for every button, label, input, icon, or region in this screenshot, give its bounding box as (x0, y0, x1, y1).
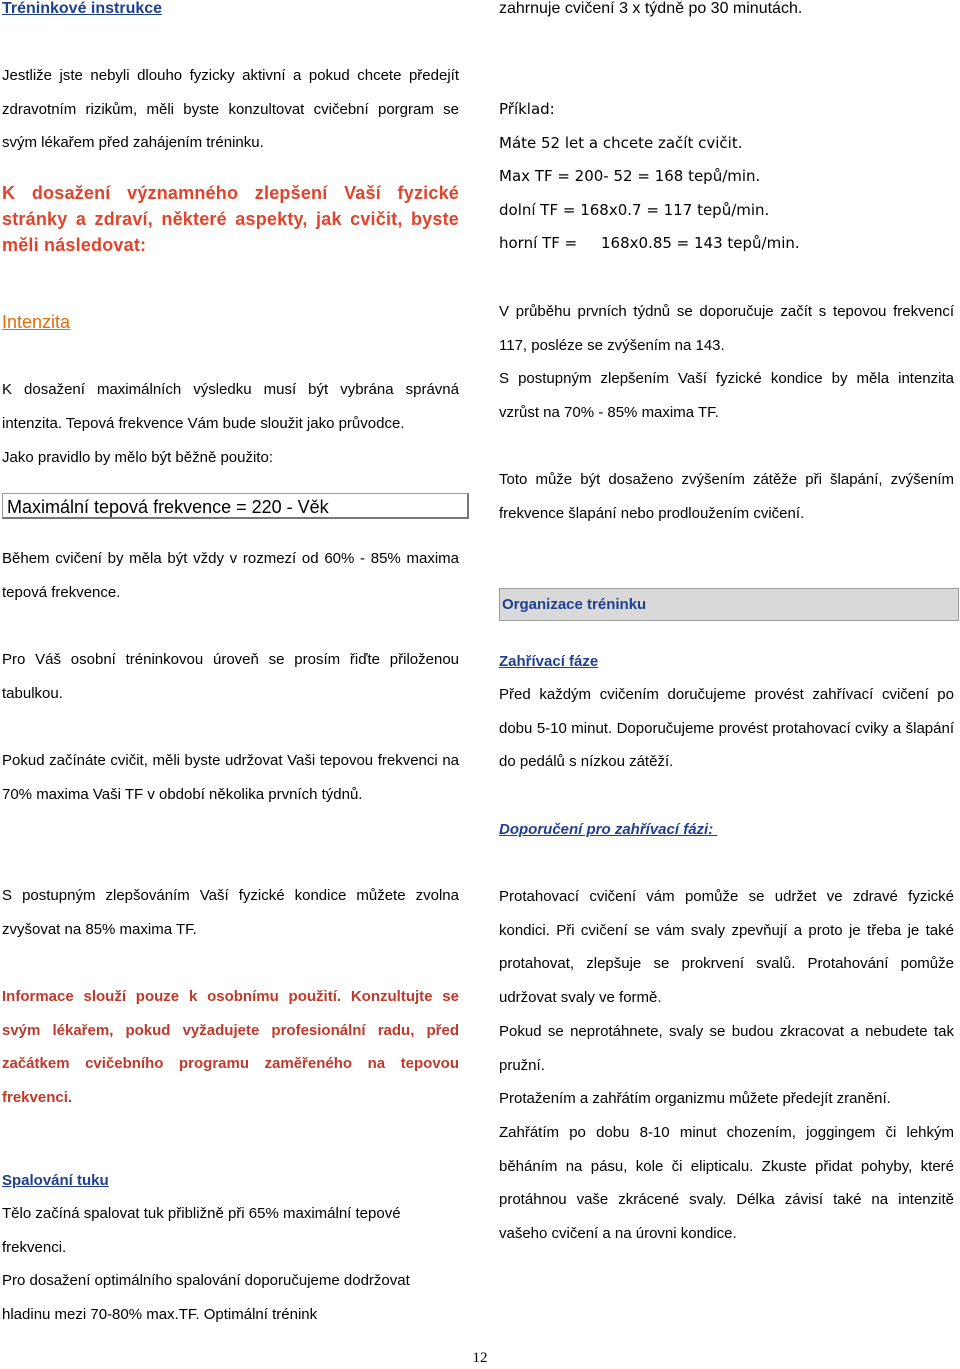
warmup-paragraph: Před každým cvičením doručujeme provést zahřívací cvičení po dobu 5-10 minut. Doporučujeme provést protahovací cviky a šlapání do pedálů s nízkou zátěží. (499, 686, 954, 771)
stretch-paragraph-2: Pokud se neprotáhnete, svaly se budou zkracovat a nebudete tak pružní. (499, 1023, 954, 1074)
stretch-paragraph-3: Protažením a zahřátím organizmu můžete předejít zranění. (499, 1090, 891, 1107)
warmup-recommendation-title: Doporučení pro zahřívací fázi: (499, 821, 718, 838)
page-title: Tréninkové instrukce (2, 0, 163, 17)
example-label: Příklad: (499, 100, 555, 118)
formula-box: Maximální tepová frekvence = 220 - Věk (2, 493, 469, 519)
example-age: Máte 52 let a chcete začít cvičit. (499, 134, 743, 152)
stretch-paragraph-1: Protahovací cvičení vám pomůže se udržet ve zdravé fyzické kondici. Při cvičení se vám svaly zpevňují a proto je třeba je také protahovat, zlepšuje se prokrvení svalů. Protahování pomůže udržovat svaly ve formě. (499, 888, 954, 1006)
fat-burning-paragraph-2: Pro dosažení optimálního spalování doporučujeme dodržovat hladinu mezi 70-80% max.TF. Optimální trénink (2, 1272, 410, 1323)
load-paragraph: Toto může být dosaženo zvýšením zátěže při šlapání, zvýšením frekvence šlapání nebo prodloužením cvičení. (499, 471, 954, 522)
stretch-paragraph-4: Zahřátím po dobu 8-10 minut chozením, joggingem či lehkým běháním na pásu, kole či elipticalu. Zkuste přidat pohyby, které protáhnou vaše zkrácené svaly. Délka závisí také na intenzitě vašeho cvičení a na úrovni kondice. (499, 1124, 954, 1242)
example-lower-hr: dolní TF = 168x0.7 = 117 tepů/min. (499, 201, 770, 219)
fat-burning-title: Spalování tuku (2, 1172, 109, 1189)
example-upper-hr: horní TF = 168x0.85 = 143 tepů/min. (499, 234, 800, 252)
table-paragraph: Pro Váš osobní tréninkovou úroveň se prosím řiďte přiloženou tabulkou. (2, 651, 459, 702)
page-number: 12 (472, 1350, 488, 1366)
training-organization-box: Organizace tréninku (499, 588, 959, 621)
fat-burning-paragraph-1: Tělo začíná spalovat tuk přibližně při 65% maximální tepové frekvenci. (2, 1205, 401, 1256)
example-max-hr: Max TF = 200- 52 = 168 tepů/min. (499, 167, 761, 185)
warning-paragraph: Jestliže jste nebyli dlouho fyzicky aktivní a pokud chcete předejít zdravotním rizikům, měli byste konzultovat cvičební porgram se svým lékařem před zahájením tréninku. (2, 67, 459, 152)
improve-paragraph: S postupným zlepšováním Vaší fyzické kondice můžete zvolna zvyšovat na 85% maxima TF. (2, 887, 459, 938)
gradual-paragraph: S postupným zlepšením Vaší fyzické kondice by měla intenzita vzrůst na 70% - 85% maxima TF. (499, 370, 954, 421)
disclaimer-warning: Informace slouží pouze k osobnímu použití. Konzultujte se svým lékařem, pokud vyžadujete profesionální radu, před začátkem cvičebního programu zaměřeného na tepovou frekvenci. (2, 988, 459, 1106)
start-paragraph: Pokud začínáte cvičit, měli byste udržovat Vaši tepovou frekvenci na 70% maxima Vaši TF v období několika prvních týdnů. (2, 752, 459, 803)
first-weeks-paragraph: V průběhu prvních týdnů se doporučuje začít s tepovou frekvencí 117, posléze se zvýšením na 143. (499, 303, 954, 354)
rule-intro: Jako pravidlo by mělo být běžně použito: (2, 449, 273, 466)
range-paragraph: Během cvičení by měla být vždy v rozmezí od 60% - 85% maxima tepová frekvence. (2, 550, 459, 601)
intensity-title: Intenzita (2, 312, 71, 332)
right-top-line: zahrnuje cvičení 3 x týdně po 30 minutách. (499, 0, 803, 17)
intensity-paragraph: K dosažení maximálních výsledku musí být vybrána správná intenzita. Tepová frekvence Vám bude sloužit jako průvodce. (2, 381, 459, 432)
red-heading: K dosažení významného zlepšení Vaší fyzické stránky a zdraví, některé aspekty, jak cvičit, byste měli následovat: (2, 183, 459, 255)
warmup-title: Zahřívací fáze (499, 653, 599, 670)
